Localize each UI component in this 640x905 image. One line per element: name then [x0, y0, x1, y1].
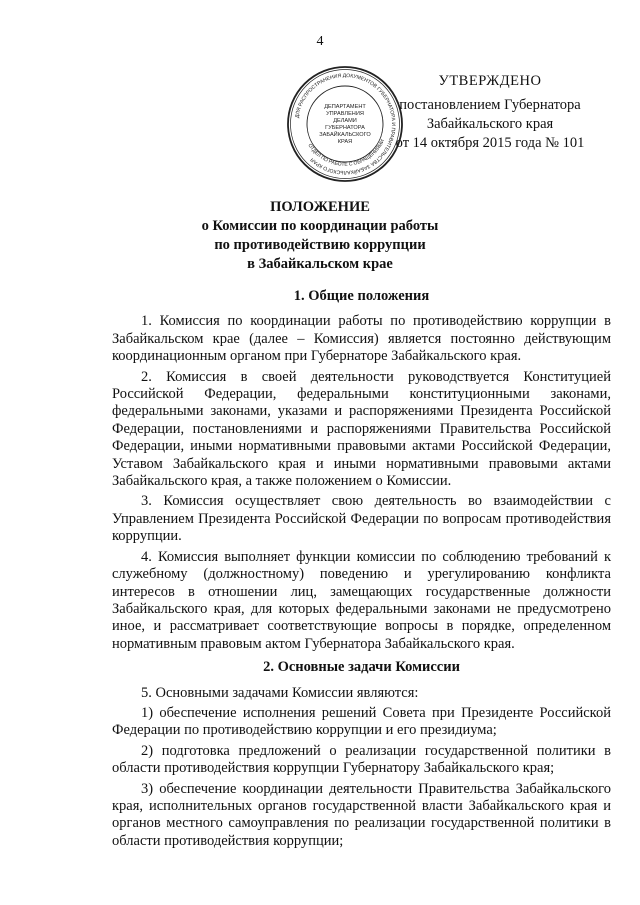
svg-text:ЗАБАЙКАЛЬСКОГО: ЗАБАЙКАЛЬСКОГО: [319, 132, 371, 138]
seal-bottom-text: ОТДЕЛ ПО РАБОТЕ С ОБРАЩЕНИЯМИ: [306, 138, 387, 168]
svg-text:ДЕПАРТАМЕНТ: ДЕПАРТАМЕНТ: [324, 104, 366, 110]
paragraph: 5. Основными задачами Комиссии являются:: [141, 684, 419, 701]
approval-title: УТВЕРЖДЕНО: [438, 73, 542, 89]
document-body: [112, 288, 611, 853]
section-heading: 1. Общие положения: [293, 288, 430, 304]
document-title-line: в Забайкальском крае: [247, 256, 393, 272]
approval-stamp-block: [380, 72, 600, 153]
svg-text:УПРАВЛЕНИЯ: УПРАВЛЕНИЯ: [326, 111, 364, 117]
paragraph: 3. Комиссия осуществляет свою деятельность во взаимодействии с Управлением Президента Российской Федерации по вопросам противодействия коррупции.: [112, 493, 611, 545]
document-title-line: о Комиссии по координации работы: [201, 218, 439, 234]
list-item: 3) обеспечение координации деятельности Правительства Забайкальского края, исполнительных органов государственной власти Забайкальского края и органов местного самоуправления по реализации государственной политики в области противодействия коррупции;: [112, 780, 611, 849]
svg-text:ГУБЕРНАТОРА: ГУБЕРНАТОРА: [325, 125, 365, 131]
document-title: [0, 198, 640, 274]
paragraph: 2. Комиссия в своей деятельности руководствуется Конституцией Российской Федерации, федеральными конституционными законами, федеральными законами, указами и распоряжениями Президента Российской Федерации, постановлениями и распоряжениями Правительства Российской Федерации, иными нормативными правовыми актами Российской Федерации, Уставом Забайкальского края и иными нормативными правовыми актами Забайкальского края, а также положением о Комиссии.: [112, 368, 611, 490]
page-number: 4: [316, 34, 324, 49]
paragraph: 1. Комиссия по координации работы по противодействию коррупции в Забайкальском крае (далее – Комиссия) является постоянно действующим координационным органом при Губернаторе Забайкальского края.: [112, 313, 611, 365]
approval-line: Забайкальского края: [426, 116, 554, 132]
list-item: 2) подготовка предложений о реализации государственной политики в области противодействия коррупции Губернатору Забайкальского края;: [112, 742, 611, 777]
approval-date-number: от 14 октября 2015 года № 101: [395, 135, 585, 151]
seal-outer-text: ДЛЯ РАСПРОСТРАНЕНИЯ ДОКУМЕНТОВ ГУБЕРНАТОРА И ПРАВИТЕЛЬСТВА ЗАБАЙКАЛЬСКОГО КРАЯ: [294, 72, 397, 176]
document-title-line: по противодействию коррупции: [214, 237, 426, 253]
paragraph: 4. Комиссия выполняет функции комиссии по соблюдению требований к служебному (должностному) поведению и урегулированию конфликта интересов в отношении лиц, замещающих государственные должности Забайкальского края, для которых федеральными законами не предусмотрено иное, и рассматривает соответствующие вопросы в порядке, определенном нормативным правовым актом Губернатора Забайкальского края.: [112, 548, 611, 652]
document-title-line: ПОЛОЖЕНИЕ: [270, 199, 370, 215]
list-item: 1) обеспечение исполнения решений Совета при Президенте Российской Федерации по противодействию коррупции и его президиума;: [112, 704, 611, 739]
approval-line: постановлением Губернатора: [399, 97, 581, 113]
section-heading: 2. Основные задачи Комиссии: [263, 659, 460, 676]
svg-text:ДЕЛАМИ: ДЕЛАМИ: [333, 118, 357, 124]
svg-text:КРАЯ: КРАЯ: [337, 139, 353, 145]
seal-center-text: [319, 104, 371, 145]
